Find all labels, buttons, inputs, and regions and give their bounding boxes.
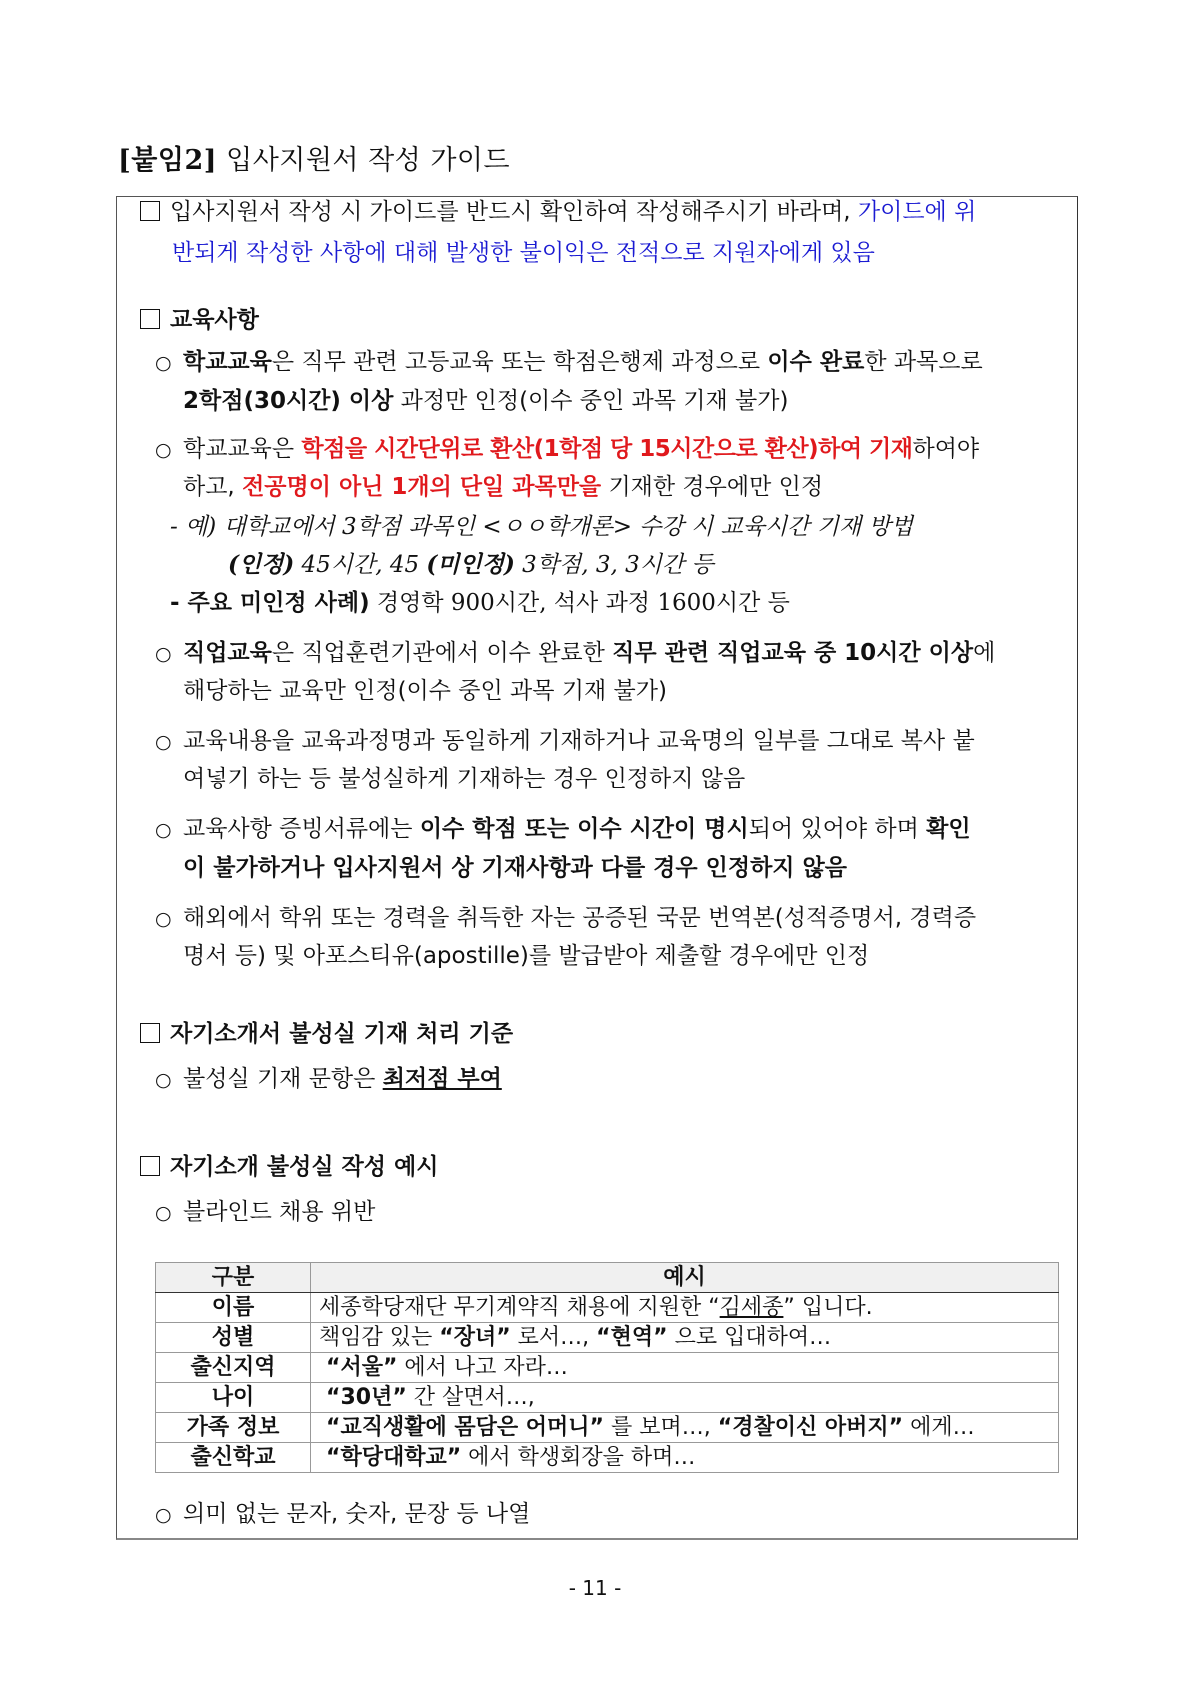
section-heading-examples: 자기소개 불성실 작성 예시 bbox=[140, 1150, 438, 1184]
checkbox-icon bbox=[140, 201, 160, 221]
section-heading-insincere: 자기소개서 불성실 기재 처리 기준 bbox=[140, 1017, 513, 1051]
table-row bbox=[156, 1353, 1059, 1383]
column-header-category: 구분 bbox=[156, 1263, 311, 1293]
intro-warning-2: 반되게 작성한 사항에 대해 발생한 불이익은 전적으로 지원자에게 있음 bbox=[172, 240, 875, 266]
row-example: 세종학당재단 무기계약직 채용에 지원한 “김세종” 입니다. bbox=[311, 1293, 1059, 1323]
row-category: 출신지역 bbox=[156, 1353, 311, 1383]
row-category: 가족 정보 bbox=[156, 1413, 311, 1443]
not-recognized-examples: - 주요 미인정 사례) 경영학 900시간, 석사 과정 1600시간 등 bbox=[170, 590, 790, 616]
column-header-example: 예시 bbox=[311, 1263, 1059, 1293]
meaningless-text-item: ○ 의미 없는 문자, 숫자, 문장 등 나열 bbox=[155, 1497, 530, 1532]
row-example: “학당대학교” 에서 학생회장을 하며… bbox=[311, 1443, 1059, 1473]
insincere-item: ○ 불성실 기재 문항은 최저점 부여 bbox=[155, 1062, 502, 1097]
checkbox-icon bbox=[140, 309, 160, 329]
title-text: 입사지원서 작성 가이드 bbox=[226, 145, 511, 176]
table-row bbox=[156, 1383, 1059, 1413]
blind-hiring-examples-table bbox=[155, 1262, 1059, 1473]
circle-bullet-icon: ○ bbox=[155, 819, 172, 841]
circle-bullet-icon: ○ bbox=[155, 908, 172, 930]
row-example: 책임감 있는 “장녀” 로서…, “현역” 으로 입대하여… bbox=[311, 1323, 1059, 1353]
education-item-2-line-1: ○ 학교교육은 학점을 시간단위로 환산(1학점 당 15시간으로 환산)하여 기재하여야 bbox=[155, 432, 979, 467]
evidence-line-1: ○ 교육사항 증빙서류에는 이수 학점 또는 이수 시간이 명시되어 있어야 하며 확인 bbox=[155, 812, 971, 847]
education-heading: 교육사항 bbox=[170, 307, 259, 333]
table-row bbox=[156, 1413, 1059, 1443]
intro-line-1 bbox=[140, 195, 976, 229]
evidence-line-2: 이 불가하거나 입사지원서 상 기재사항과 다를 경우 인정하지 않음 bbox=[183, 855, 847, 881]
circle-bullet-icon: ○ bbox=[155, 439, 172, 461]
intro-warning-1: 가이드에 위 bbox=[857, 199, 977, 225]
vocational-line-1: ○ 직업교육은 직업훈련기관에서 이수 완료한 직무 관련 직업교육 중 10시간 이상에 bbox=[155, 636, 995, 671]
page-number: - 11 - bbox=[568, 1576, 622, 1600]
education-item-2-line-2: 하고, 전공명이 아닌 1개의 단일 과목만을 기재한 경우에만 인정 bbox=[183, 474, 824, 500]
page-title bbox=[118, 138, 510, 177]
overseas-line-2: 명서 등) 및 아포스티유(apostille)를 발급받아 제출할 경우에만 인정 bbox=[183, 943, 870, 969]
table-row bbox=[156, 1293, 1059, 1323]
education-item-1-line-1: ○ 학교교육은 직무 관련 고등교육 또는 학점은행제 과정으로 이수 완료한 과목으로 bbox=[155, 345, 983, 380]
circle-bullet-icon: ○ bbox=[155, 731, 172, 753]
circle-bullet-icon: ○ bbox=[155, 352, 172, 374]
row-category: 이름 bbox=[156, 1293, 311, 1323]
vocational-line-2: 해당하는 교육만 인정(이수 중인 과목 기재 불가) bbox=[183, 678, 667, 704]
intro-text: 입사지원서 작성 시 가이드를 반드시 확인하여 작성해주시기 바라며, bbox=[170, 199, 851, 225]
example-line-1: - 예) 대학교에서 3학점 과목인 <ㅇㅇ학개론> 수강 시 교육시간 기재 방법 bbox=[170, 514, 913, 540]
table-row bbox=[156, 1443, 1059, 1473]
row-category: 출신학교 bbox=[156, 1443, 311, 1473]
checkbox-icon bbox=[140, 1023, 160, 1043]
row-category: 나이 bbox=[156, 1383, 311, 1413]
overseas-line-1: ○ 해외에서 학위 또는 경력을 취득한 자는 공증된 국문 번역본(성적증명서, 경력증 bbox=[155, 901, 976, 936]
row-category: 성별 bbox=[156, 1323, 311, 1353]
row-example: “교직생활에 몸담은 어머니” 를 보며…, “경찰이신 아버지” 에게… bbox=[311, 1413, 1059, 1443]
content-line-2: 여넣기 하는 등 불성실하게 기재하는 경우 인정하지 않음 bbox=[183, 766, 746, 792]
circle-bullet-icon: ○ bbox=[155, 1202, 172, 1224]
circle-bullet-icon: ○ bbox=[155, 1069, 172, 1091]
example-line-2: (인정) 45시간, 45 (미인정) 3학점, 3, 3시간 등 bbox=[228, 551, 714, 578]
checkbox-icon bbox=[140, 1156, 160, 1176]
title-prefix: [붙임2] bbox=[118, 145, 218, 176]
table-header-row bbox=[156, 1263, 1059, 1293]
content-line-1: ○ 교육내용을 교육과정명과 동일하게 기재하거나 교육명의 일부를 그대로 복사 붙 bbox=[155, 724, 975, 759]
section-heading-education bbox=[140, 303, 259, 337]
row-example: “서울” 에서 나고 자라… bbox=[311, 1353, 1059, 1383]
circle-bullet-icon: ○ bbox=[155, 1504, 172, 1526]
row-example: “30년” 간 살면서…, bbox=[311, 1383, 1059, 1413]
education-item-1-line-2: 2학점(30시간) 이상 과정만 인정(이수 중인 과목 기재 불가) bbox=[183, 388, 789, 414]
circle-bullet-icon: ○ bbox=[155, 643, 172, 665]
table-row bbox=[156, 1323, 1059, 1353]
examples-sub: ○ 블라인드 채용 위반 bbox=[155, 1195, 375, 1230]
